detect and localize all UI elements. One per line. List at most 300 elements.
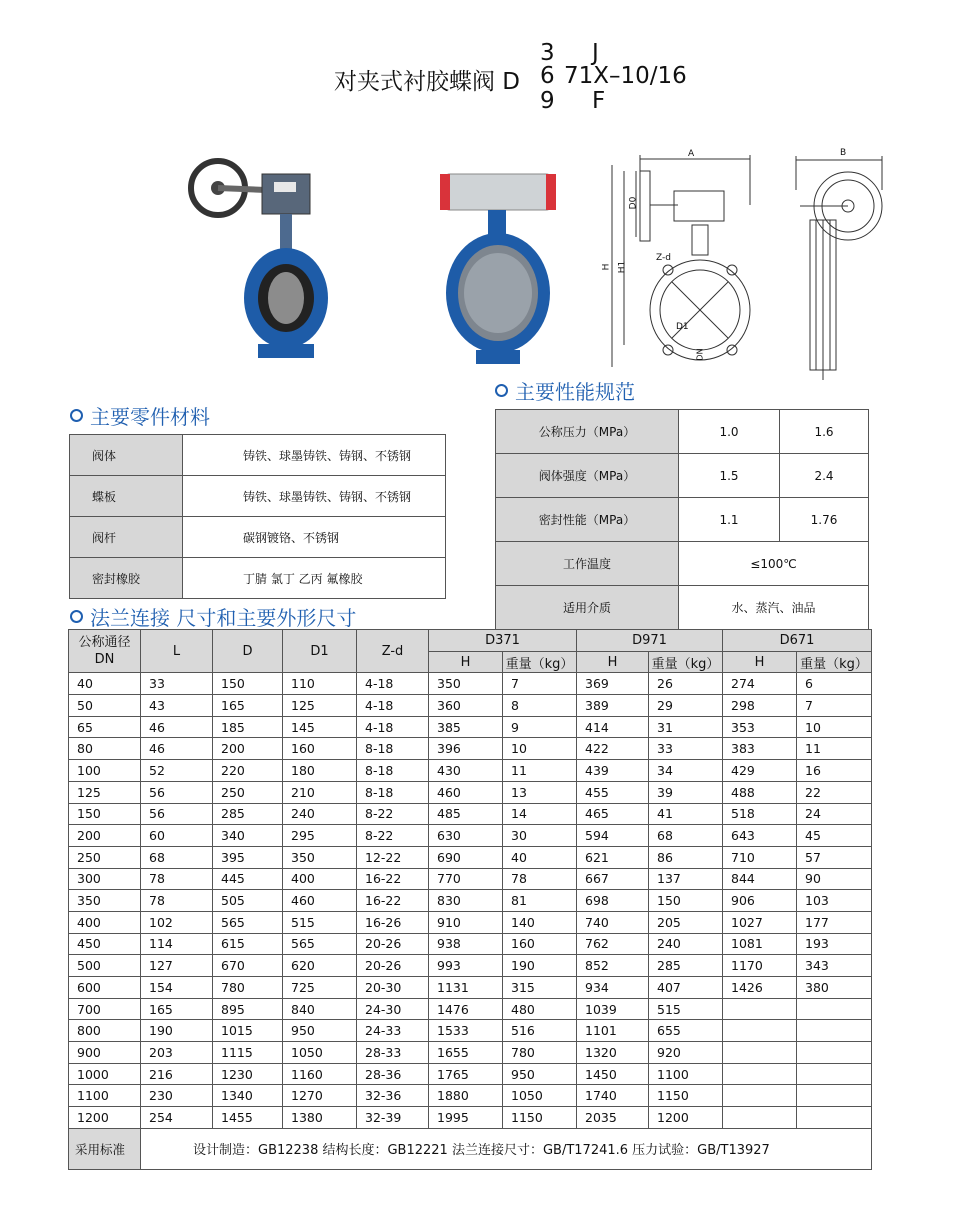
table-cell: 1160 bbox=[283, 1063, 357, 1085]
table-cell: 6 bbox=[797, 673, 872, 695]
table-cell: 396 bbox=[429, 738, 503, 760]
table-cell: 78 bbox=[503, 868, 577, 890]
table-cell: 220 bbox=[213, 760, 283, 782]
table-cell: 78 bbox=[141, 868, 213, 890]
dim-label-zd: Z-d bbox=[656, 253, 671, 263]
table-cell: 2035 bbox=[577, 1107, 649, 1129]
table-row: 阀体 铸铁、球墨铸铁、铸钢、不锈钢 bbox=[70, 435, 446, 476]
table-cell: 10 bbox=[797, 716, 872, 738]
header-d: D bbox=[213, 630, 283, 673]
table-cell: 343 bbox=[797, 955, 872, 977]
materials-heading: 主要零件材料 bbox=[70, 401, 210, 430]
table-row: 密封性能（MPa） 1.1 1.76 bbox=[496, 498, 869, 542]
table-cell: 1230 bbox=[213, 1063, 283, 1085]
table-cell: 165 bbox=[141, 998, 213, 1020]
table-cell: 1740 bbox=[577, 1085, 649, 1107]
table-cell: 1380 bbox=[283, 1107, 357, 1129]
table-cell: 350 bbox=[429, 673, 503, 695]
table-cell: 910 bbox=[429, 911, 503, 933]
table-cell: 400 bbox=[283, 868, 357, 890]
table-row: 公称压力（MPa） 1.0 1.6 bbox=[496, 410, 869, 454]
table-cell: 57 bbox=[797, 846, 872, 868]
table-row: 阀体强度（MPa） 1.5 2.4 bbox=[496, 454, 869, 498]
title-code-bottom: 9 bbox=[540, 88, 555, 114]
table-cell: 81 bbox=[503, 890, 577, 912]
table-cell: 24 bbox=[797, 803, 872, 825]
table-cell: 1170 bbox=[723, 955, 797, 977]
table-cell: 80 bbox=[69, 738, 141, 760]
table-cell: 240 bbox=[283, 803, 357, 825]
table-cell: 250 bbox=[213, 781, 283, 803]
table-cell: 39 bbox=[649, 781, 723, 803]
title-prefix: 对夹式衬胶蝶阀 D bbox=[334, 69, 521, 95]
table-cell: 1320 bbox=[577, 1042, 649, 1064]
table-cell: 1200 bbox=[69, 1107, 141, 1129]
title-suffix-bottom: F bbox=[592, 88, 606, 114]
table-row bbox=[69, 1020, 872, 1042]
table-cell: 31 bbox=[649, 716, 723, 738]
table-cell bbox=[797, 1107, 872, 1129]
table-cell: 480 bbox=[503, 998, 577, 1020]
table-cell: 1100 bbox=[69, 1085, 141, 1107]
table-cell: 1655 bbox=[429, 1042, 503, 1064]
table-subheader-row: H 重量（kg） H 重量（kg） H 重量（kg） bbox=[69, 651, 872, 673]
table-cell: 16-26 bbox=[357, 911, 429, 933]
table-cell: 4-18 bbox=[357, 716, 429, 738]
table-cell bbox=[797, 1020, 872, 1042]
dim-label-b: B bbox=[840, 148, 847, 158]
table-cell: 439 bbox=[577, 760, 649, 782]
table-cell: 274 bbox=[723, 673, 797, 695]
table-cell: 4-18 bbox=[357, 695, 429, 717]
table-cell: 137 bbox=[649, 868, 723, 890]
table-cell: 8 bbox=[503, 695, 577, 717]
side-technical-drawing bbox=[790, 150, 890, 382]
table-cell: 445 bbox=[213, 868, 283, 890]
table-row: 工作温度 ≤100℃ bbox=[496, 542, 869, 586]
table-cell: 10 bbox=[503, 738, 577, 760]
dim-label-dn: DN bbox=[695, 348, 705, 361]
table-cell: 24-30 bbox=[357, 998, 429, 1020]
table-cell: 100 bbox=[69, 760, 141, 782]
table-cell: 455 bbox=[577, 781, 649, 803]
table-cell: 993 bbox=[429, 955, 503, 977]
table-cell: 177 bbox=[797, 911, 872, 933]
table-cell: 450 bbox=[69, 933, 141, 955]
table-cell: 950 bbox=[503, 1063, 577, 1085]
table-cell: 205 bbox=[649, 911, 723, 933]
table-cell: 7 bbox=[797, 695, 872, 717]
header-zd: Z-d bbox=[357, 630, 429, 673]
header-d671: D671 bbox=[723, 630, 872, 652]
table-cell: 8-22 bbox=[357, 825, 429, 847]
table-row bbox=[69, 825, 872, 847]
table-cell: 780 bbox=[503, 1042, 577, 1064]
table-row bbox=[69, 1085, 872, 1107]
table-cell: 200 bbox=[69, 825, 141, 847]
table-cell: 594 bbox=[577, 825, 649, 847]
dim-label-d1: D1 bbox=[676, 322, 689, 332]
table-row bbox=[69, 781, 872, 803]
table-cell: 725 bbox=[283, 977, 357, 999]
table-cell: 16-22 bbox=[357, 890, 429, 912]
table-row bbox=[69, 803, 872, 825]
table-cell: 78 bbox=[141, 890, 213, 912]
table-row bbox=[69, 977, 872, 999]
table-cell: 1995 bbox=[429, 1107, 503, 1129]
table-cell: 1100 bbox=[649, 1063, 723, 1085]
table-cell: 29 bbox=[649, 695, 723, 717]
table-cell: 488 bbox=[723, 781, 797, 803]
table-cell: 110 bbox=[283, 673, 357, 695]
table-cell: 485 bbox=[429, 803, 503, 825]
table-cell: 190 bbox=[141, 1020, 213, 1042]
table-cell: 950 bbox=[283, 1020, 357, 1042]
table-cell: 230 bbox=[141, 1085, 213, 1107]
table-cell: 698 bbox=[577, 890, 649, 912]
standards-row bbox=[69, 1128, 872, 1169]
table-cell: 385 bbox=[429, 716, 503, 738]
table-cell: 12-22 bbox=[357, 846, 429, 868]
table-cell: 762 bbox=[577, 933, 649, 955]
table-cell: 670 bbox=[213, 955, 283, 977]
table-cell: 8-18 bbox=[357, 781, 429, 803]
table-cell: 20-30 bbox=[357, 977, 429, 999]
standards-label: 采用标准 bbox=[69, 1128, 141, 1169]
table-cell: 250 bbox=[69, 846, 141, 868]
table-cell: 40 bbox=[69, 673, 141, 695]
table-cell: 150 bbox=[649, 890, 723, 912]
table-cell: 254 bbox=[141, 1107, 213, 1129]
table-cell: 1000 bbox=[69, 1063, 141, 1085]
table-cell: 1050 bbox=[283, 1042, 357, 1064]
table-cell: 34 bbox=[649, 760, 723, 782]
table-cell: 460 bbox=[429, 781, 503, 803]
table-cell: 770 bbox=[429, 868, 503, 890]
table-row bbox=[69, 738, 872, 760]
table-cell: 14 bbox=[503, 803, 577, 825]
table-cell: 414 bbox=[577, 716, 649, 738]
table-cell: 1426 bbox=[723, 977, 797, 999]
table-cell: 22 bbox=[797, 781, 872, 803]
table-cell: 1455 bbox=[213, 1107, 283, 1129]
table-cell: 216 bbox=[141, 1063, 213, 1085]
header-l: L bbox=[141, 630, 213, 673]
table-cell: 16 bbox=[797, 760, 872, 782]
table-cell: 1765 bbox=[429, 1063, 503, 1085]
header-d1: D1 bbox=[283, 630, 357, 673]
table-cell: 86 bbox=[649, 846, 723, 868]
title-suffix-top: J bbox=[592, 40, 599, 66]
table-cell: 515 bbox=[283, 911, 357, 933]
table-cell: 285 bbox=[649, 955, 723, 977]
table-cell: 68 bbox=[649, 825, 723, 847]
table-cell: 28-36 bbox=[357, 1063, 429, 1085]
table-cell: 46 bbox=[141, 738, 213, 760]
table-cell: 395 bbox=[213, 846, 283, 868]
table-cell: 102 bbox=[141, 911, 213, 933]
table-cell: 353 bbox=[723, 716, 797, 738]
table-cell: 780 bbox=[213, 977, 283, 999]
page-title bbox=[334, 63, 520, 96]
table-cell: 830 bbox=[429, 890, 503, 912]
table-cell: 630 bbox=[429, 825, 503, 847]
table-cell: 26 bbox=[649, 673, 723, 695]
table-cell: 1131 bbox=[429, 977, 503, 999]
title-code-mid: 6 bbox=[540, 63, 555, 89]
table-cell: 300 bbox=[69, 868, 141, 890]
table-cell: 667 bbox=[577, 868, 649, 890]
table-cell: 1081 bbox=[723, 933, 797, 955]
table-cell: 615 bbox=[213, 933, 283, 955]
table-cell: 422 bbox=[577, 738, 649, 760]
table-cell: 1200 bbox=[649, 1107, 723, 1129]
table-cell: 52 bbox=[141, 760, 213, 782]
title-suffix-mid: 71X–10/16 bbox=[564, 63, 687, 89]
table-cell: 920 bbox=[649, 1042, 723, 1064]
table-cell: 906 bbox=[723, 890, 797, 912]
table-cell: 200 bbox=[213, 738, 283, 760]
table-row bbox=[69, 695, 872, 717]
table-cell: 203 bbox=[141, 1042, 213, 1064]
dimensions-table bbox=[68, 629, 872, 1170]
table-cell: 934 bbox=[577, 977, 649, 999]
table-cell: 852 bbox=[577, 955, 649, 977]
table-cell: 430 bbox=[429, 760, 503, 782]
table-row bbox=[69, 760, 872, 782]
table-cell: 45 bbox=[797, 825, 872, 847]
table-row bbox=[69, 868, 872, 890]
table-cell: 1476 bbox=[429, 998, 503, 1020]
table-cell bbox=[723, 1107, 797, 1129]
table-cell: 11 bbox=[797, 738, 872, 760]
table-cell: 600 bbox=[69, 977, 141, 999]
table-cell: 460 bbox=[283, 890, 357, 912]
table-cell bbox=[723, 1063, 797, 1085]
pneumatic-valve-photo bbox=[440, 168, 558, 373]
table-cell: 68 bbox=[141, 846, 213, 868]
table-row bbox=[69, 716, 872, 738]
table-row bbox=[69, 1063, 872, 1085]
table-cell: 315 bbox=[503, 977, 577, 999]
dim-label-h: H bbox=[601, 263, 612, 271]
table-cell: 1150 bbox=[503, 1107, 577, 1129]
table-cell: 655 bbox=[649, 1020, 723, 1042]
table-row: 阀杆 碳钢镀铬、不锈钢 bbox=[70, 517, 446, 558]
table-cell: 50 bbox=[69, 695, 141, 717]
table-cell: 429 bbox=[723, 760, 797, 782]
table-cell: 46 bbox=[141, 716, 213, 738]
table-cell: 193 bbox=[797, 933, 872, 955]
table-cell: 125 bbox=[69, 781, 141, 803]
table-cell: 1050 bbox=[503, 1085, 577, 1107]
table-cell: 1450 bbox=[577, 1063, 649, 1085]
table-cell: 33 bbox=[649, 738, 723, 760]
table-cell: 400 bbox=[69, 911, 141, 933]
table-cell: 643 bbox=[723, 825, 797, 847]
table-cell: 1150 bbox=[649, 1085, 723, 1107]
table-row bbox=[69, 890, 872, 912]
table-cell: 13 bbox=[503, 781, 577, 803]
table-cell: 28-33 bbox=[357, 1042, 429, 1064]
table-cell: 4-18 bbox=[357, 673, 429, 695]
table-cell: 90 bbox=[797, 868, 872, 890]
table-cell: 1101 bbox=[577, 1020, 649, 1042]
table-cell: 240 bbox=[649, 933, 723, 955]
table-cell bbox=[723, 1085, 797, 1107]
table-cell: 900 bbox=[69, 1042, 141, 1064]
table-cell: 518 bbox=[723, 803, 797, 825]
table-cell: 295 bbox=[283, 825, 357, 847]
table-cell: 190 bbox=[503, 955, 577, 977]
table-cell: 465 bbox=[577, 803, 649, 825]
table-cell: 621 bbox=[577, 846, 649, 868]
table-cell: 40 bbox=[503, 846, 577, 868]
table-cell: 8-18 bbox=[357, 760, 429, 782]
table-cell: 369 bbox=[577, 673, 649, 695]
table-cell: 24-33 bbox=[357, 1020, 429, 1042]
table-cell: 20-26 bbox=[357, 955, 429, 977]
table-cell: 383 bbox=[723, 738, 797, 760]
table-cell: 30 bbox=[503, 825, 577, 847]
table-cell: 298 bbox=[723, 695, 797, 717]
table-cell: 125 bbox=[283, 695, 357, 717]
table-row: 密封橡胶 丁腈 氯丁 乙丙 氟橡胶 bbox=[70, 558, 446, 599]
table-cell: 11 bbox=[503, 760, 577, 782]
table-cell: 800 bbox=[69, 1020, 141, 1042]
table-cell: 360 bbox=[429, 695, 503, 717]
table-row bbox=[69, 955, 872, 977]
table-cell: 7 bbox=[503, 673, 577, 695]
materials-table bbox=[69, 434, 446, 599]
table-row bbox=[69, 1042, 872, 1064]
table-cell: 32-36 bbox=[357, 1085, 429, 1107]
table-cell: 1270 bbox=[283, 1085, 357, 1107]
table-cell: 16-22 bbox=[357, 868, 429, 890]
table-cell: 340 bbox=[213, 825, 283, 847]
table-cell: 210 bbox=[283, 781, 357, 803]
table-cell: 407 bbox=[649, 977, 723, 999]
standards-value: 设计制造：GB12238 结构长度：GB12221 法兰连接尺寸：GB/T17241.6 压力试验：GB/T13927 bbox=[141, 1128, 872, 1169]
dim-label-h1: H1 bbox=[617, 260, 628, 274]
table-cell: 389 bbox=[577, 695, 649, 717]
table-cell: 154 bbox=[141, 977, 213, 999]
table-cell: 700 bbox=[69, 998, 141, 1020]
table-cell: 103 bbox=[797, 890, 872, 912]
table-header-row bbox=[69, 630, 872, 652]
bullet-icon bbox=[70, 610, 83, 623]
table-cell bbox=[797, 1063, 872, 1085]
table-cell: 56 bbox=[141, 781, 213, 803]
table-cell: 350 bbox=[283, 846, 357, 868]
table-cell: 43 bbox=[141, 695, 213, 717]
table-cell: 380 bbox=[797, 977, 872, 999]
table-cell: 180 bbox=[283, 760, 357, 782]
table-row bbox=[69, 911, 872, 933]
table-cell: 41 bbox=[649, 803, 723, 825]
dimensions-table-body bbox=[69, 673, 872, 1128]
table-cell: 32-39 bbox=[357, 1107, 429, 1129]
table-cell: 150 bbox=[69, 803, 141, 825]
table-cell: 515 bbox=[649, 998, 723, 1020]
dim-label-a: A bbox=[688, 149, 695, 159]
table-cell: 938 bbox=[429, 933, 503, 955]
table-cell: 9 bbox=[503, 716, 577, 738]
table-cell: 33 bbox=[141, 673, 213, 695]
dim-label-d0: D0 bbox=[628, 196, 639, 210]
table-cell bbox=[797, 998, 872, 1020]
table-cell: 1533 bbox=[429, 1020, 503, 1042]
table-cell: 8-22 bbox=[357, 803, 429, 825]
table-cell: 160 bbox=[503, 933, 577, 955]
table-cell: 710 bbox=[723, 846, 797, 868]
table-cell: 840 bbox=[283, 998, 357, 1020]
performance-table bbox=[495, 409, 869, 630]
table-cell: 8-18 bbox=[357, 738, 429, 760]
table-row bbox=[69, 846, 872, 868]
table-cell: 505 bbox=[213, 890, 283, 912]
header-d371: D371 bbox=[429, 630, 577, 652]
header-dn: 公称通径 DN bbox=[69, 630, 141, 673]
table-cell: 1027 bbox=[723, 911, 797, 933]
table-cell: 60 bbox=[141, 825, 213, 847]
table-cell: 895 bbox=[213, 998, 283, 1020]
table-cell: 844 bbox=[723, 868, 797, 890]
table-row: 适用介质 水、蒸汽、油品 bbox=[496, 586, 869, 630]
table-cell: 20-26 bbox=[357, 933, 429, 955]
table-cell: 350 bbox=[69, 890, 141, 912]
table-cell: 740 bbox=[577, 911, 649, 933]
table-cell: 114 bbox=[141, 933, 213, 955]
table-cell bbox=[723, 1020, 797, 1042]
table-row bbox=[69, 673, 872, 695]
table-cell: 150 bbox=[213, 673, 283, 695]
table-cell: 620 bbox=[283, 955, 357, 977]
table-cell: 165 bbox=[213, 695, 283, 717]
table-row bbox=[69, 1107, 872, 1129]
table-cell: 65 bbox=[69, 716, 141, 738]
table-row bbox=[69, 998, 872, 1020]
table-cell: 1880 bbox=[429, 1085, 503, 1107]
table-cell: 160 bbox=[283, 738, 357, 760]
table-cell: 1340 bbox=[213, 1085, 283, 1107]
table-cell bbox=[797, 1042, 872, 1064]
table-cell bbox=[723, 1042, 797, 1064]
table-cell: 140 bbox=[503, 911, 577, 933]
dimensions-heading: 法兰连接 尺寸和主要外形尺寸 bbox=[70, 602, 356, 631]
table-cell: 690 bbox=[429, 846, 503, 868]
table-cell: 565 bbox=[283, 933, 357, 955]
performance-heading: 主要性能规范 bbox=[495, 376, 635, 405]
table-cell: 1039 bbox=[577, 998, 649, 1020]
gear-operated-valve-photo bbox=[188, 148, 333, 373]
table-row: 蝶板 铸铁、球墨铸铁、铸钢、不锈钢 bbox=[70, 476, 446, 517]
table-cell: 565 bbox=[213, 911, 283, 933]
table-cell: 1115 bbox=[213, 1042, 283, 1064]
header-d971: D971 bbox=[577, 630, 723, 652]
table-row bbox=[69, 933, 872, 955]
table-cell: 516 bbox=[503, 1020, 577, 1042]
table-cell: 500 bbox=[69, 955, 141, 977]
table-cell: 285 bbox=[213, 803, 283, 825]
table-cell: 1015 bbox=[213, 1020, 283, 1042]
title-code-top: 3 bbox=[540, 40, 555, 66]
table-cell: 145 bbox=[283, 716, 357, 738]
bullet-icon bbox=[495, 384, 508, 397]
bullet-icon bbox=[70, 409, 83, 422]
table-cell: 185 bbox=[213, 716, 283, 738]
table-cell bbox=[797, 1085, 872, 1107]
